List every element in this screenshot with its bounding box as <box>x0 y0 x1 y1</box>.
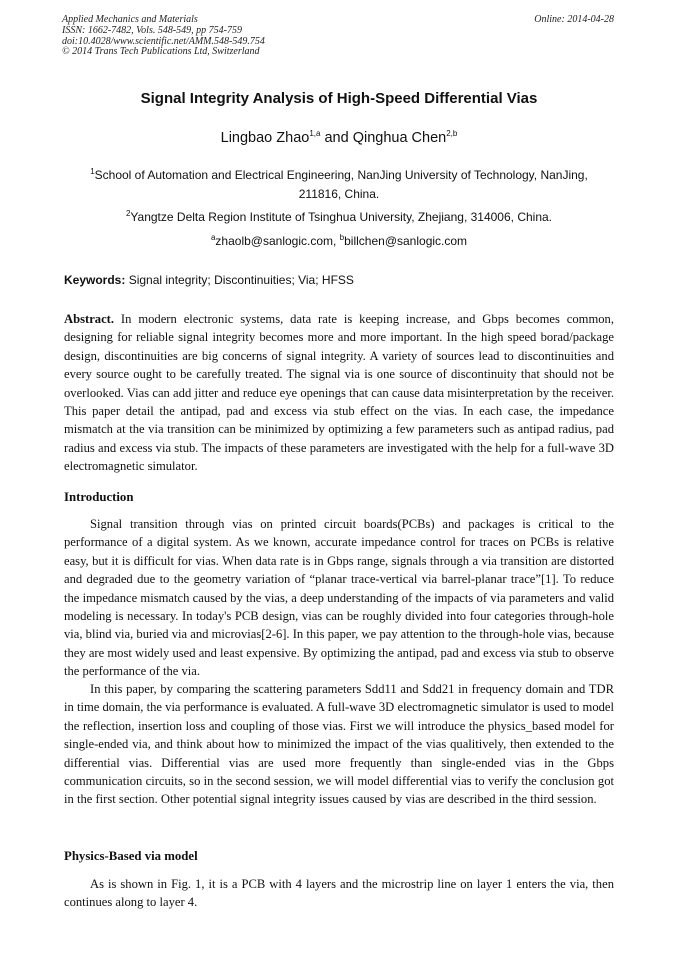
issn-line: ISSN: 1662-7482, Vols. 548-549, pp 754-759 <box>62 24 242 36</box>
abstract-paragraph <box>64 310 614 476</box>
author-1: Lingbao Zhao <box>220 130 310 146</box>
author-line <box>0 130 678 146</box>
introduction-paragraph-2: In this paper, by comparing the scattering parameters Sdd11 and Sdd21 in frequency domain and TDR in time domain, the via performance is evaluated. A full-wave 3D electromagnetic simulator is used to model the reflection, insertion loss and coupling of those vias. First we will introduce the physics_based model for single-ended via, and think about how to minimized the impact of the vias qualitively, then extended to the differential vias. Differential vias are used more frequently than single-ended vias in the Gbps communication circuits, so in the second session, we will model differential vias to verify the conclusion got in the first section. Other potential signal integrity issues caused by vias are described in the third session. <box>64 682 614 807</box>
email-b-sup: b <box>339 233 345 242</box>
introduction-paragraph-1: Signal transition through vias on printed circuit boards(PCBs) and packages is critical to the performance of a digital system. As we known, accurate impedance control for traces on PCBs is relative easy, but it is difficult for vias. When data rate is in Gbps range, signals through a via transition are distorted and degraded due to the geometry variation of “planar trace-vertical via barrel-planar trace”[1]. To reduce the impedance mismatch caused by the vias, a deep understanding of the impacts of via parameters and valid modeling is necessary. In today's PCB design, vias can be roughly divided into four categories through-hole via, blind via, buried via and microvias[2-6]. In this paper, we pay attention to the through-hole vias, because they are most widely used and least expensive. By optimizing the antipad, pad and excess via stub to observe the performance of the via. <box>64 517 614 679</box>
section-heading-introduction: Introduction <box>64 490 134 504</box>
journal-header <box>62 15 442 58</box>
online-date: Online: 2014-04-28 <box>534 14 614 25</box>
author-conjunction: and <box>320 130 353 146</box>
email-a: zhaolb@sanlogic.com <box>215 234 333 248</box>
affiliation-2 <box>70 208 608 227</box>
abstract-label: Abstract. <box>64 312 115 326</box>
email-b: billchen@sanlogic.com <box>344 234 468 248</box>
affiliation-2-text: Yangtze Delta Region Institute of Tsinghua University, Zhejiang, 314006, China. <box>130 210 553 224</box>
email-a-sup: a <box>210 233 216 242</box>
affiliation-1-text: School of Automation and Electrical Engineering, NanJing University of Technology, NanJing, 211816, China. <box>94 168 588 201</box>
copyright-line: © 2014 Trans Tech Publications Ltd, Switzerland <box>62 46 260 58</box>
journal-name: Applied Mechanics and Materials <box>62 14 198 25</box>
doi-line: doi:10.4028/www.scientific.net/AMM.548-549.754 <box>62 35 265 47</box>
section-heading-physics-model: Physics-Based via model <box>64 849 198 863</box>
affiliation-2-sup: 2 <box>125 209 131 218</box>
keywords-label: Keywords: <box>64 273 126 287</box>
author-2: Qinghua Chen <box>352 130 447 146</box>
keywords-text: Signal integrity; Discontinuities; Via; HFSS <box>125 273 354 287</box>
keywords-line <box>64 273 354 287</box>
email-separator: , <box>333 234 340 248</box>
paper-title: Signal Integrity Analysis of High-Speed Differential Vias <box>140 90 538 107</box>
email-line <box>0 234 678 248</box>
author-2-sup: 2,b <box>446 129 458 139</box>
affiliation-1-sup: 1 <box>90 167 95 176</box>
abstract-text: In modern electronic systems, data rate is keeping increase, and Gbps becomes common, designing for reliable signal integrity becomes more and more important. In the high speed borad/package design, discontinuities are big concerns of signal integrity. A variety of sources lead to discontinuities and every source ought to be carefully treated. The signal via is one source of discontinuity that should not be overlooked. Vias can add jitter and reduce eye openings that can cause data misinterpretation by the receiver. This paper detail the antipad, pad and excess via stub effect on the vias. In each case, the impedance mismatch at the via transition can be minimized by optimizing a few parameters such as antipad radius, pad radius and excess via stub. The impacts of these parameters are investigated with the help for a full-wave 3D electromagnetic simulator. <box>64 312 614 474</box>
physics-paragraph-1: As is shown in Fig. 1, it is a PCB with 4 layers and the microstrip line on layer 1 enters the via, then continues along to layer 4. <box>64 877 614 910</box>
affiliation-1 <box>70 166 608 204</box>
author-1-sup: 1,a <box>309 129 321 139</box>
